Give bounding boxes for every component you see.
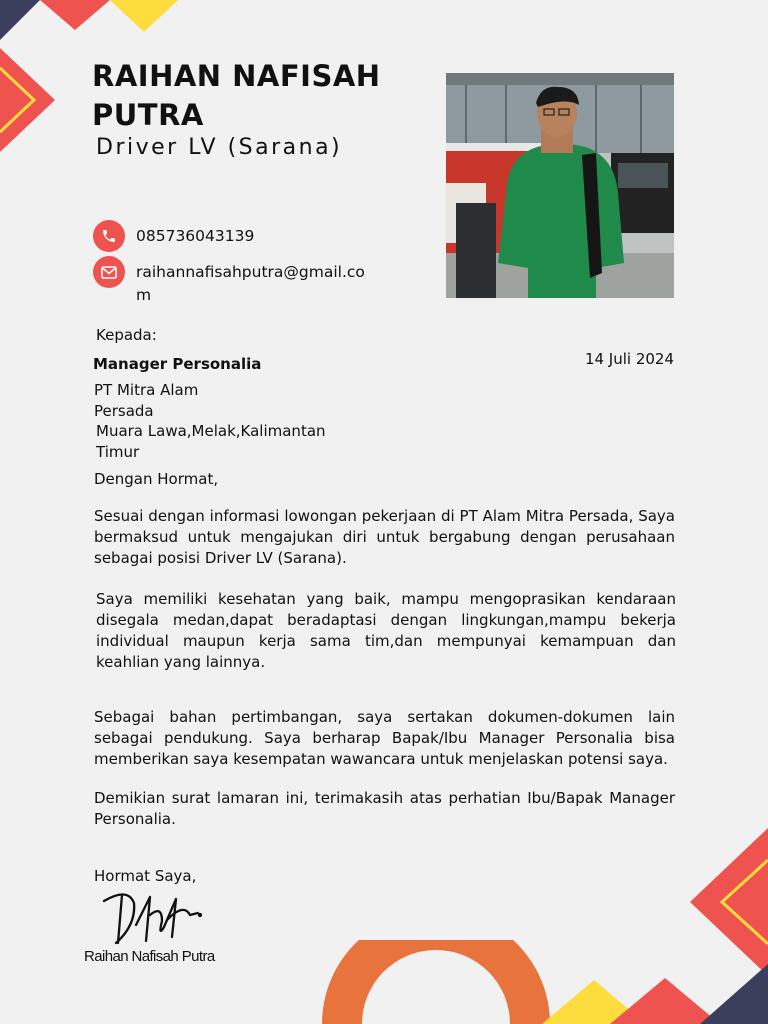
applicant-name: RAIHAN NAFISAH PUTRA	[92, 59, 381, 132]
recipient-label: Kepada:	[96, 326, 157, 344]
letter-paragraph-3: Sebagai bahan pertimbangan, saya sertakan dokumen-dokumen lain sebagai pendukung. Saya berharap Bapak/Ibu Manager Personalia bisa memberikan saya kesempatan wawancara untuk menjelaskan potensi saya.	[94, 708, 675, 768]
recipient-address-line2: Timur	[96, 443, 140, 461]
profile-photo	[446, 73, 674, 298]
decorative-shapes-right	[680, 820, 768, 970]
signature-name: Raihan Nafisah Putra	[84, 948, 215, 965]
letter-paragraph-2: Saya memiliki kesehatan yang baik, mampu mengoprasikan kendaraan disegala medan,dapat beradaptasi dengan lingkungan,mampu bekerja individual maupun kerja sama tim,dan mempunyai kemampuan dan keahlian yang lainnya.	[96, 590, 676, 671]
handwritten-signature	[98, 885, 208, 950]
decorative-shapes-bottom	[300, 940, 768, 1024]
phone-number: 085736043139	[136, 227, 255, 245]
letter-paragraph-4: Demikian surat lamaran ini, terimakasih atas perhatian Ibu/Bapak Manager Personalia.	[94, 789, 675, 828]
envelope-icon	[93, 256, 125, 288]
job-title: Driver LV (Sarana)	[96, 135, 343, 160]
recipient-address-line1: Muara Lawa,Melak,Kalimantan	[96, 422, 326, 440]
recipient-company-line2: Persada	[94, 402, 154, 420]
greeting: Dengan Hormat,	[94, 470, 219, 488]
phone-icon	[93, 220, 125, 252]
closing: Hormat Saya,	[94, 867, 197, 885]
letter-date: 14 Juli 2024	[584, 350, 674, 368]
recipient-title: Manager Personalia	[93, 355, 262, 373]
letter-paragraph-1: Sesuai dengan informasi lowongan pekerjaan di PT Alam Mitra Persada, Saya bermaksud untuk mengajukan diri untuk bergabung dengan perusahaan sebagai posisi Driver LV (Sarana).	[94, 507, 675, 567]
email-address: raihannafisahputra@gmail.com	[136, 263, 365, 304]
recipient-company-line1: PT Mitra Alam	[94, 381, 199, 399]
